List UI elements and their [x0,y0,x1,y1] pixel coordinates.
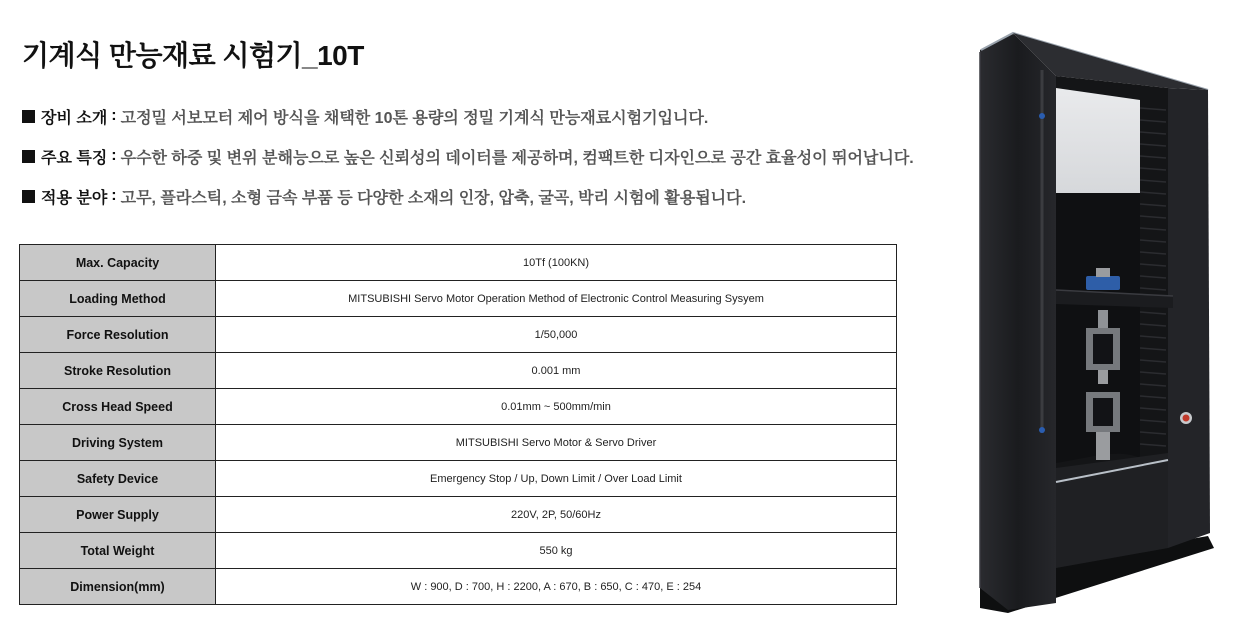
feature-list [22,96,922,216]
table-row [20,461,897,497]
spec-table [19,244,897,605]
spec-value: MITSUBISHI Servo Motor Operation Method of Electronic Control Measuring Sysyem [216,281,897,317]
table-row [20,245,897,281]
feature-item-highlights [22,136,922,176]
spec-value: 1/50,000 [216,317,897,353]
feature-text: 고정밀 서보모터 제어 방식을 채택한 10톤 용량의 정밀 기계식 만능재료시험기입니다. [120,109,709,127]
spec-value: MITSUBISHI Servo Motor & Servo Driver [216,425,897,461]
spec-value: Emergency Stop / Up, Down Limit / Over Load Limit [216,461,897,497]
square-bullet-icon [22,110,35,123]
table-row [20,569,897,605]
spec-key: Power Supply [20,497,216,533]
feature-text: 고무, 플라스틱, 소형 금속 부품 등 다양한 소재의 인장, 압축, 굴곡, 박리 시험에 활용됩니다. [120,189,747,207]
spec-key: Loading Method [20,281,216,317]
spec-key: Force Resolution [20,317,216,353]
feature-label: 적용 분야 [41,189,108,207]
spec-key: Safety Device [20,461,216,497]
feature-text: 우수한 하중 및 변위 분해능으로 높은 신뢰성의 데이터를 제공하며, 컴팩트한 디자인으로 공간 효율성이 뛰어납니다. [120,149,914,167]
spec-key: Total Weight [20,533,216,569]
table-row [20,533,897,569]
spec-value: 10Tf (100KN) [216,245,897,281]
spec-key: Dimension(mm) [20,569,216,605]
feature-item-applications [22,176,922,216]
table-row [20,497,897,533]
table-row [20,281,897,317]
testing-machine-image [968,28,1218,618]
feature-label: 주요 특징 [41,149,108,167]
spec-key: Cross Head Speed [20,389,216,425]
table-row [20,353,897,389]
spec-value: 550 kg [216,533,897,569]
spec-key: Stroke Resolution [20,353,216,389]
spec-key: Driving System [20,425,216,461]
square-bullet-icon [22,190,35,203]
spec-key: Max. Capacity [20,245,216,281]
feature-label: 장비 소개 [41,109,108,127]
spec-value: 0.01mm ~ 500mm/min [216,389,897,425]
table-row [20,317,897,353]
spec-value: W : 900, D : 700, H : 2200, A : 670, B : 650, C : 470, E : 254 [216,569,897,605]
table-row [20,425,897,461]
table-row [20,389,897,425]
spec-value: 220V, 2P, 50/60Hz [216,497,897,533]
spec-value: 0.001 mm [216,353,897,389]
feature-separator: : [111,147,117,164]
feature-item-intro [22,96,922,136]
feature-separator: : [111,187,117,204]
square-bullet-icon [22,150,35,163]
feature-separator: : [111,107,117,124]
page-title: 기계식 만능재료 시험기_10T [22,40,364,71]
